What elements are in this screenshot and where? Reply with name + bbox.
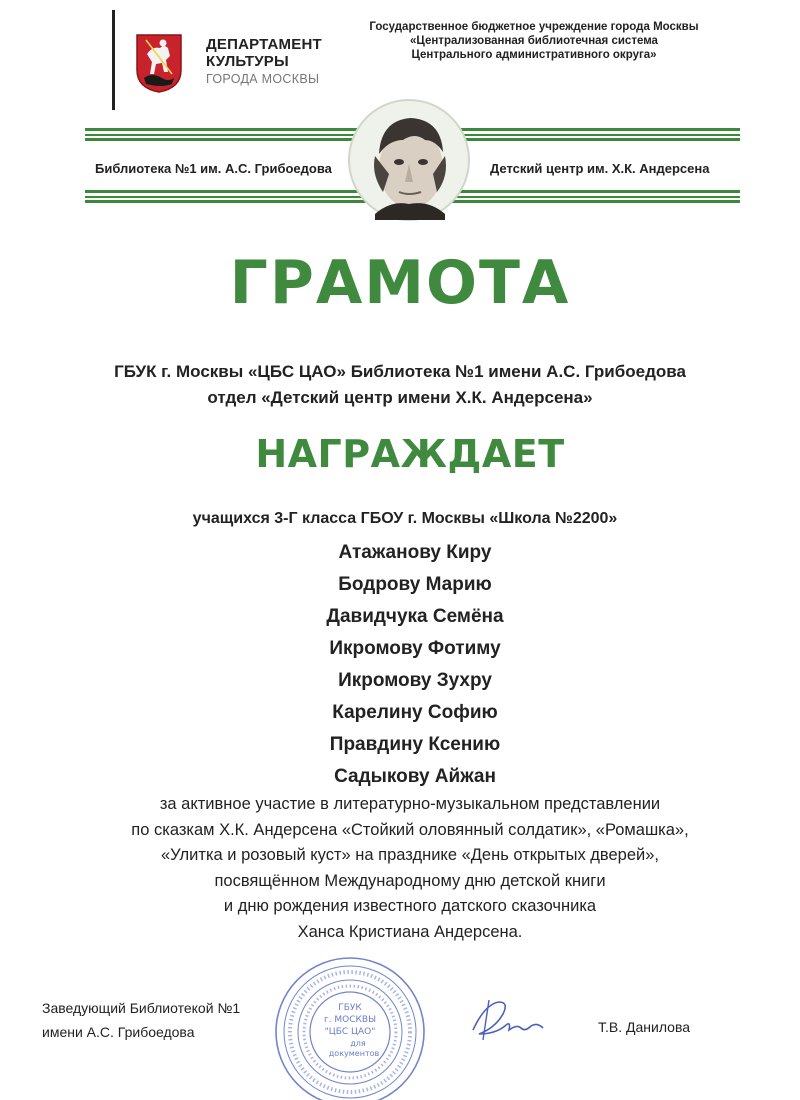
- citation-text: [0, 792, 800, 946]
- recipient-list: [0, 540, 800, 796]
- recipients-intro: учащихся 3-Г класса ГБОУ г. Москвы «Школа №2200»: [192, 510, 618, 527]
- stamp-text: г. МОСКВЫ: [323, 1015, 377, 1025]
- andersen-portrait-icon: [345, 96, 473, 224]
- department-city: ГОРОДА МОСКВЫ: [206, 72, 320, 86]
- recipient-name: Карелину Софию: [332, 702, 498, 723]
- recipient-name: Правдину Ксению: [329, 734, 501, 755]
- citation-line: по сказкам Х.К. Андерсена «Стойкий оловянный солдатик», «Ромашка»,: [131, 820, 689, 839]
- official-stamp-icon: [258, 950, 440, 1100]
- signer-position: [42, 996, 240, 1044]
- stamp-text: ГБУК: [338, 1003, 362, 1013]
- signer-name: Т.В. Данилова: [598, 1019, 691, 1035]
- organization-line: «Централизованная библиотечная система: [410, 35, 658, 47]
- department-name-line1: ДЕПАРТАМЕНТ: [206, 36, 322, 53]
- citation-line: за активное участие в литературно-музыкальном представлении: [159, 795, 661, 813]
- library-name-right: Детский центр им. Х.К. Андерсена: [490, 161, 710, 176]
- certificate-title: ГРАМОТА: [229, 248, 571, 318]
- stamp-text: документов: [328, 1049, 380, 1058]
- organization-line: Центрального административного округа»: [411, 49, 657, 61]
- signer-position-line: имени А.С. Грибоедова: [42, 1024, 195, 1040]
- recipient-name: Икромову Зухру: [338, 670, 492, 691]
- signer-position-line: Заведующий Библиотекой №1: [42, 1000, 241, 1016]
- department-divider: [112, 10, 115, 110]
- department-name-line2: КУЛЬТУРЫ: [206, 53, 289, 70]
- recipient-name: Давидчука Семёна: [326, 606, 504, 627]
- moscow-coat-of-arms-icon: [134, 32, 184, 94]
- recipient-name: Икромову Фотиму: [329, 638, 501, 659]
- institution-line: отдел «Детский центр имени Х.К. Андерсена»: [207, 388, 593, 407]
- recipient-name: Садыкову Айжан: [334, 766, 496, 787]
- stamp-text: "ЦБС ЦАО": [324, 1027, 376, 1037]
- organization-line: Государственное бюджетное учреждение города Москвы: [369, 21, 699, 33]
- stamp-text: для: [350, 1039, 366, 1048]
- awards-heading: НАГРАЖДАЕТ: [255, 432, 565, 476]
- citation-line: Ханса Кристиана Андерсена.: [297, 922, 523, 941]
- institution-line: ГБУК г. Москвы «ЦБС ЦАО» Библиотека №1 имени А.С. Грибоедова: [114, 362, 686, 381]
- department-block: [112, 10, 332, 110]
- citation-line: и дню рождения известного датского сказочника: [223, 897, 597, 916]
- recipient-name: Атажанову Киру: [338, 542, 492, 563]
- recipient-name: Бодрову Марию: [338, 574, 492, 595]
- library-name-left: Библиотека №1 им. А.С. Грибоедова: [95, 161, 332, 176]
- citation-line: «Улитка и розовый куст» на празднике «День открытых дверей»,: [161, 846, 659, 865]
- handwritten-signature-icon: [465, 990, 555, 1050]
- organization-heading: [364, 20, 704, 62]
- citation-line: посвящённом Международному дню детской книги: [214, 871, 606, 890]
